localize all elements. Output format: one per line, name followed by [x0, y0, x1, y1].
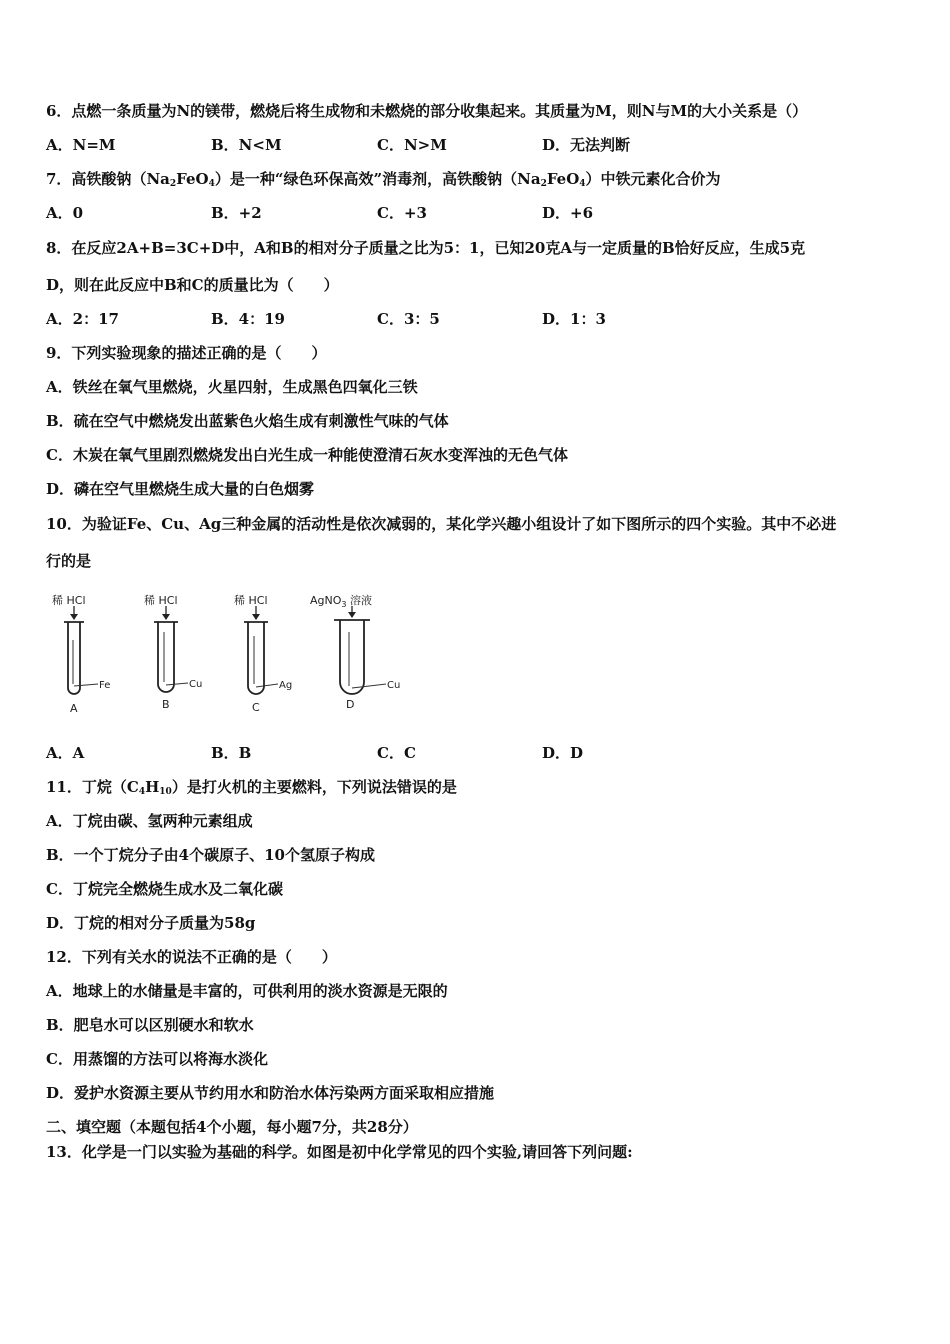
test-tube-a: [52, 593, 110, 715]
q11-option-c: C．丁烷完全燃烧生成水及二氧化碳: [46, 880, 283, 898]
test-tube-d: [310, 593, 400, 711]
tube-d-reagent-subscript: 3: [341, 600, 347, 609]
tube-b-reagent: 稀 HCl: [144, 594, 178, 607]
tube-c-pointer: [256, 684, 278, 687]
tube-a-arrowhead: [70, 614, 78, 620]
q11-stem-part: 11．丁烷（C: [46, 778, 139, 796]
q7-stem-part: 7．高铁酸钠（Na: [46, 170, 170, 188]
q11-option-a: A．丁烷由碳、氢两种元素组成: [46, 812, 253, 830]
q7-stem-part: FeO: [546, 170, 580, 188]
tube-c-body: [248, 622, 264, 694]
tube-d-body: [340, 620, 364, 694]
tube-a-body: [68, 622, 80, 694]
q8-options: [46, 308, 906, 330]
q12-option-d: D．爱护水资源主要从节约用水和防治水体污染两方面采取相应措施: [46, 1084, 495, 1102]
q10-stem-line1: 10．为验证Fe、Cu、Ag三种金属的活动性是依次减弱的，某化学兴趣小组设计了如下图所示的四个实验。其中不必进: [46, 515, 837, 533]
tube-a-metal: Fe: [99, 680, 111, 691]
q8-stem-line2: D，则在此反应中B和C的质量比为（ ）: [46, 276, 339, 294]
q7-stem-part: FeO: [176, 170, 209, 188]
tube-c-metal: Ag: [279, 680, 293, 691]
tube-b-pointer: [166, 683, 188, 685]
q10-option-c: C．C: [377, 744, 416, 762]
q7-option-c: C．+3: [377, 204, 427, 222]
q6-option-a: A．N=M: [46, 136, 116, 154]
tube-b-arrowhead: [162, 614, 170, 620]
tube-d-reagent-formula: AgNO: [310, 594, 342, 607]
q11-stem-part: H: [145, 778, 160, 796]
q10-option-d: D．D: [542, 744, 584, 762]
q6-option-b: B．N<M: [211, 136, 282, 154]
tube-d-label: D: [346, 698, 355, 711]
tube-c-reagent: 稀 HCl: [234, 594, 268, 607]
tube-d-arrowhead: [348, 612, 356, 618]
q12-stem: 12．下列有关水的说法不正确的是（ ）: [46, 948, 337, 966]
q8-option-b: B．4：19: [211, 310, 285, 328]
q10-option-a: A．A: [46, 744, 85, 762]
q7-option-a: A．0: [46, 204, 84, 222]
q6-stem: 6．点燃一条质量为N的镁带，燃烧后将生成物和未燃烧的部分收集起来。其质量为M，则N与M的大小关系是（）: [46, 102, 808, 120]
q7-stem-part: ）是一种“绿色环保高效”消毒剂，高铁酸钠（Na: [214, 170, 541, 188]
q11-stem: [46, 776, 457, 803]
test-tube-c: [234, 593, 292, 714]
q9-option-b: B．硫在空气中燃烧发出蓝紫色火焰生成有刺激性气味的气体: [46, 412, 449, 430]
tube-a-label: A: [70, 702, 78, 715]
q12-option-b: B．肥皂水可以区别硬水和软水: [46, 1016, 254, 1034]
q8-option-a: A．2：17: [46, 310, 119, 328]
tube-d-reagent-solution: 溶液: [346, 594, 372, 607]
q11-subscript: 4: [138, 787, 146, 797]
q10-option-b: B．B: [211, 744, 252, 762]
tube-a-pointer: [74, 684, 98, 686]
test-tube-b: [144, 593, 202, 711]
q7-option-d: D．+6: [542, 204, 594, 222]
q6-option-c: C．N>M: [377, 136, 447, 154]
tube-b-body: [158, 622, 174, 692]
q11-option-d: D．丁烷的相对分子质量为58g: [46, 914, 256, 932]
q7-options: [46, 202, 906, 224]
tube-d-pointer: [352, 684, 386, 688]
q8-option-d: D．1：3: [542, 310, 606, 328]
q7-stem: [46, 168, 721, 195]
q7-subscript: 4: [208, 179, 215, 189]
q11-stem-part: ）是打火机的主要燃料，下列说法错误的是: [171, 778, 457, 796]
q8-stem-line1: 8．在反应2A+B=3C+D中，A和B的相对分子质量之比为5：1，已知20克A与一定质量的B恰好反应，生成5克: [46, 239, 806, 257]
tube-b-metal: Cu: [189, 679, 203, 690]
tube-b-label: B: [162, 698, 170, 711]
tube-d-metal: Cu: [387, 680, 401, 691]
q7-subscript: 2: [169, 179, 177, 189]
q10-test-tube-figure: [46, 592, 426, 720]
section2-heading: 二、填空题（本题包括4个小题，每小题7分，共28分）: [46, 1118, 418, 1136]
tube-a-reagent: 稀 HCl: [52, 594, 86, 607]
q10-stem-line2: 行的是: [46, 552, 92, 570]
q8-option-c: C．3：5: [377, 310, 440, 328]
q7-subscript: 4: [579, 179, 586, 189]
q7-stem-part: ）中铁元素化合价为: [585, 170, 721, 188]
q12-option-a: A．地球上的水储量是丰富的，可供利用的淡水资源是无限的: [46, 982, 448, 1000]
q7-subscript: 2: [540, 179, 547, 189]
q9-option-a: A．铁丝在氧气里燃烧，火星四射，生成黑色四氧化三铁: [46, 378, 418, 396]
q9-stem: 9．下列实验现象的描述正确的是（ ）: [46, 344, 327, 362]
q9-option-d: D．磷在空气里燃烧生成大量的白色烟雾: [46, 480, 315, 498]
q11-option-b: B．一个丁烷分子由4个碳原子、10个氢原子构成: [46, 846, 375, 864]
q9-option-c: C．木炭在氧气里剧烈燃烧发出白光生成一种能使澄清石灰水变浑浊的无色气体: [46, 446, 568, 464]
q10-options: [46, 742, 906, 764]
tube-c-label: C: [252, 701, 260, 714]
q13-stem: 13．化学是一门以实验为基础的科学。如图是初中化学常见的四个实验,请回答下列问题:: [46, 1143, 633, 1161]
q7-option-b: B．+2: [211, 204, 262, 222]
tube-d-reagent: [310, 593, 372, 609]
q12-option-c: C．用蒸馏的方法可以将海水淡化: [46, 1050, 268, 1068]
test-tube-diagram: [46, 592, 426, 720]
q11-subscript: 10: [159, 787, 172, 797]
q6-option-d: D．无法判断: [542, 136, 631, 154]
q6-options: [46, 134, 906, 156]
tube-c-arrowhead: [252, 614, 260, 620]
